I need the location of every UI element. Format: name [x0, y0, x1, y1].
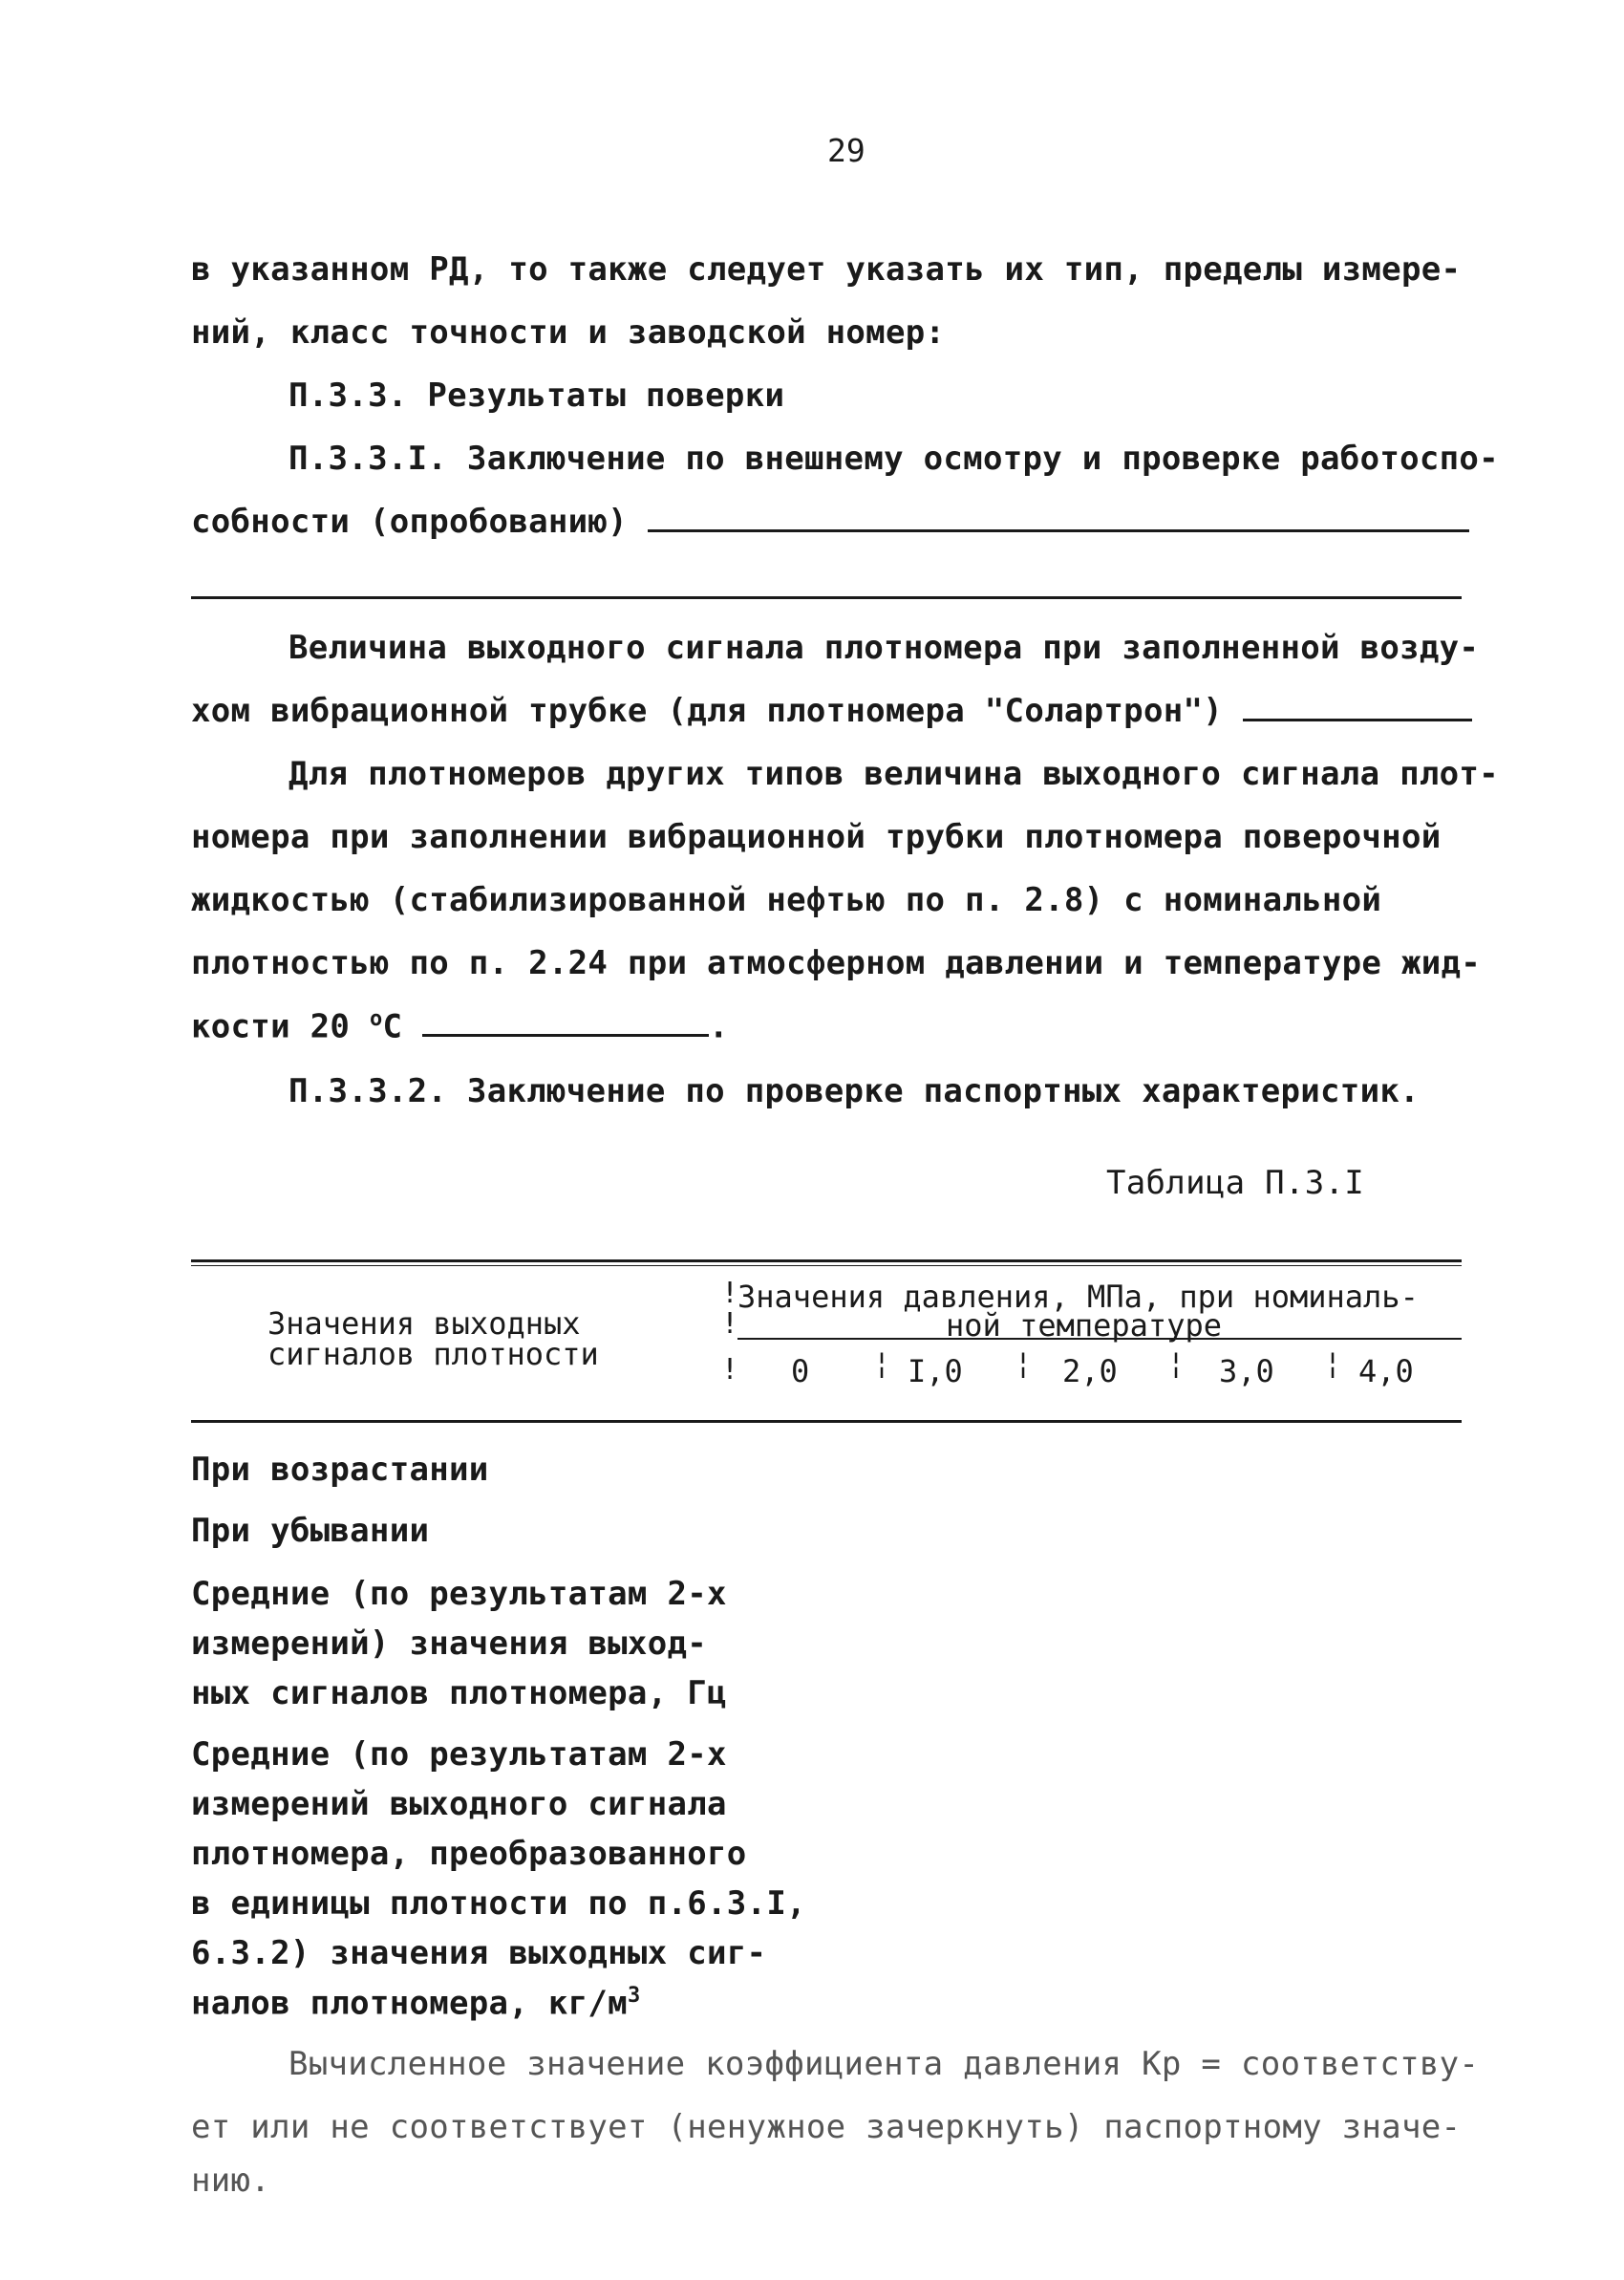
row-avg-density-line-3: плотномера, преобразованного [191, 1835, 747, 1873]
blank-fill-line-full [191, 596, 1462, 599]
closing-line-1: Вычисленное значение коэффициента давления Кр = соответству- [288, 2045, 1480, 2083]
other-types-line-2: номера при заполнении вибрационной трубки плотномера поверочной [191, 818, 1442, 856]
col-3: 3,0 [1219, 1353, 1274, 1389]
col-1: I,0 [908, 1353, 963, 1389]
table-bottom-rule [191, 1420, 1462, 1423]
other-types-line-3: жидкостью (стабилизированной нефтью по п. 2.8) с номинальной [191, 881, 1382, 919]
row-avg-density-line-6: налов плотномера, $кг/м^3$ [191, 1984, 641, 2023]
blank-fill-line [1243, 709, 1472, 721]
row-decrease: При убывании [191, 1512, 430, 1550]
section-3-3-1-line-1: П.3.3.I. Заключение по внешнему осмотру и проверке работоспо- [288, 440, 1499, 478]
blank-fill-line [648, 520, 1469, 532]
intro-line-2: ний, класс точности и заводской номер: [191, 313, 946, 352]
row-header-line-1: Значения выходных [267, 1305, 581, 1342]
col-4: 4,0 [1358, 1353, 1414, 1389]
closing-line-2: ет или не соответствует (ненужное зачеркнуть) паспортному значе- [191, 2108, 1462, 2146]
row-header-line-2: сигналов плотности [267, 1336, 599, 1372]
group-header-line-1: Значения давления, МПа, при номиналь- [737, 1279, 1419, 1315]
other-types-line-1: Для плотномеров других типов величина выходного сигнала плот- [288, 755, 1499, 793]
intro-line-1: в указанном РД, то также следует указать их тип, пределы измере- [191, 250, 1462, 289]
other-types-line-5: кости 20 $^о$С . [191, 1007, 729, 1046]
section-3-3-2-title: П.3.3.2. Заключение по проверке паспортных характеристик. [288, 1072, 1420, 1110]
other-types-line-4: плотностью по п. 2.24 при атмосферном давлении и температуре жид- [191, 944, 1482, 982]
section-3-3-1-line-2: собности (опробованию) [191, 503, 1469, 541]
air-signal-line-1: Величина выходного сигнала плотномера при заполненной возду- [288, 629, 1480, 667]
row-avg-hz-line-3: ных сигналов плотномера, Гц [191, 1674, 727, 1712]
closing-line-3: нию. [191, 2162, 271, 2200]
passport-table: Значения выходных сигналов плотности ! ! ! Значения давления, МПа, при номиналь- ной температуре 0 ¦ I,0 ¦ 2,0 ¦ 3,0 ¦ 4,0 [191, 1258, 1462, 1428]
row-avg-density-line-5: 6.3.2) значения выходных сиг- [191, 1934, 767, 1972]
row-avg-hz-line-2: измерений) значения выход- [191, 1624, 708, 1663]
row-avg-density-line-2: измерений выходного сигнала [191, 1785, 727, 1823]
row-avg-density-line-4: в единицы плотности по п.6.3.I, [191, 1884, 806, 1923]
col-2: 2,0 [1062, 1353, 1118, 1389]
group-header-rule [737, 1338, 1462, 1340]
page-number: 29 [827, 132, 865, 169]
row-avg-hz-line-1: Средние (по результатам 2-х [191, 1575, 727, 1613]
row-avg-density-line-1: Средние (по результатам 2-х [191, 1735, 727, 1774]
group-header-line-2: ной температуре [946, 1307, 1222, 1344]
row-increase: При возрастании [191, 1451, 489, 1489]
section-3-3-title: П.3.3. Результаты поверки [288, 376, 785, 415]
table-caption: Таблица П.3.I [1106, 1164, 1365, 1202]
air-signal-line-2: хом вибрационной трубке (для плотномера "Солартрон") [191, 692, 1472, 730]
blank-fill-line [422, 1024, 709, 1037]
col-0: 0 [791, 1353, 810, 1389]
degree-sign: о [369, 1007, 383, 1031]
